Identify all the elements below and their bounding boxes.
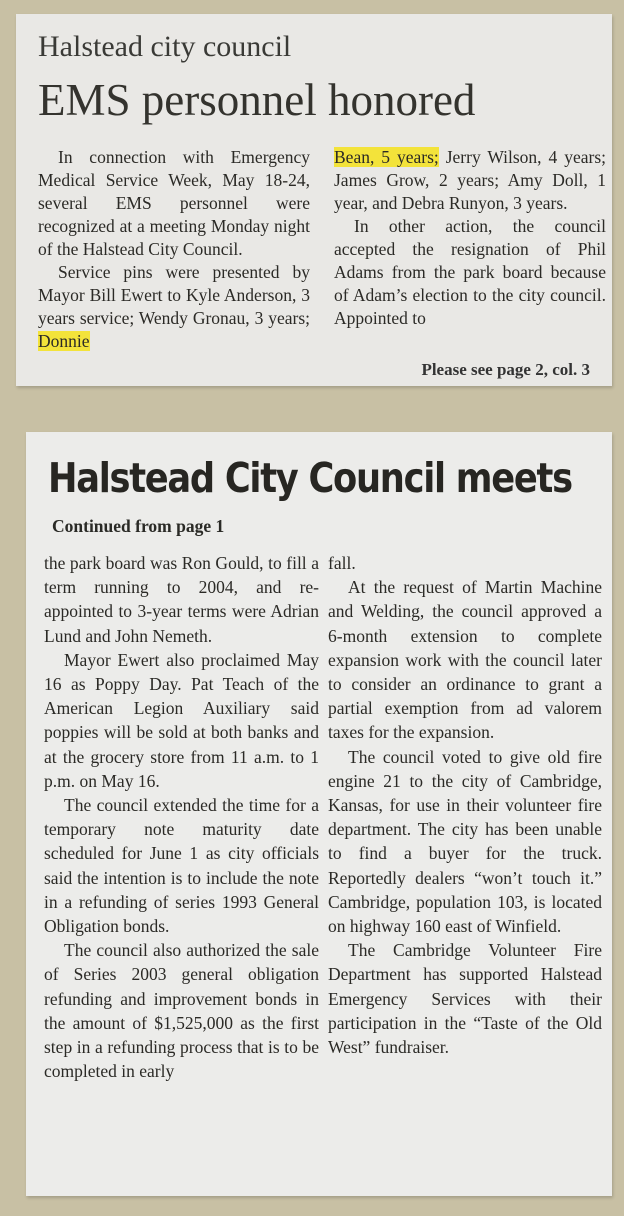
paragraph: At the request of Martin Machine and Welding, the council approved a 6-month extension to complete expansion work with the council later to consider an ordinance to grant a partial exemption from ad valorem taxes for the expansion. [328,577,602,743]
headline: EMS personnel honored [38,75,476,125]
continued-label: Continued from page 1 [52,516,225,536]
paragraph: fall. [328,553,356,573]
paragraph: The council extended the time for a temporary note maturity date scheduled for June 1 as city officials said the intention is to include the note in a refunding of series 1993 General Obligation bonds. [44,795,319,937]
kicker: Halstead city council [38,30,292,63]
highlighted-text: Donnie [38,331,90,351]
paragraph: In other action, the council accepted the resignation of Phil Adams from the park board because of Adam’s election to the city council. Appointed to [334,216,606,328]
paragraph: Mayor Ewert also proclaimed May 16 as Poppy Day. Pat Teach of the American Legion Auxiliary said poppies will be sold at both banks and at the grocery store from 11 a.m. to 1 p.m. on May 16. [44,649,319,791]
text-run: Service pins were presented by Mayor Bill Ewert to Kyle Anderson, 3 years service; Wendy Gronau, 3 years; [38,262,310,328]
highlighted-text: Bean, 5 years; [334,147,439,167]
paragraph [334,146,606,215]
paragraph: The council also authorized the sale of Series 2003 general obligation refunding and improvement bonds in the amount of $1,525,000 as the first step in a refunding process that is to be completed in early [44,940,319,1082]
article-column-2 [334,146,606,330]
paragraph: the park board was Ron Gould, to fill a term running to 2004, and re-appointed to 3-year terms were Adrian Lund and John Nemeth. [44,553,319,646]
paragraph: In connection with Emergency Medical Service Week, May 18-24, several EMS personnel were recognized at a meeting Monday night of the Halstead City Council. [38,147,310,259]
article-column-2 [328,551,602,1059]
paragraph: The Cambridge Volunteer Fire Department has supported Halstead Emergency Services with their participation in the “Taste of the Old West” fundraiser. [328,940,602,1058]
paragraph: The council voted to give old fire engine 21 to the city of Cambridge, Kansas, for use in their volunteer fire department. The city has been unable to find a buyer for the truck. Reportedly dealers “won’t touch it.” Cambridge, population 103, is located on highway 160 east of Winfield. [328,746,602,937]
paragraph [38,261,310,353]
article-column-1 [44,551,319,1083]
continuation-note: Please see page 2, col. 3 [421,360,590,379]
text-run: Jerry Wilson, 4 years; James Grow, 2 years; Amy Doll, 1 year, and Debra Runyon, 3 years. [334,147,606,213]
article-column-1 [38,146,310,353]
clipping-ems-personnel-honored [16,14,612,386]
headline: Halstead City Council meets [48,454,572,502]
clipping-council-meets [26,432,612,1196]
